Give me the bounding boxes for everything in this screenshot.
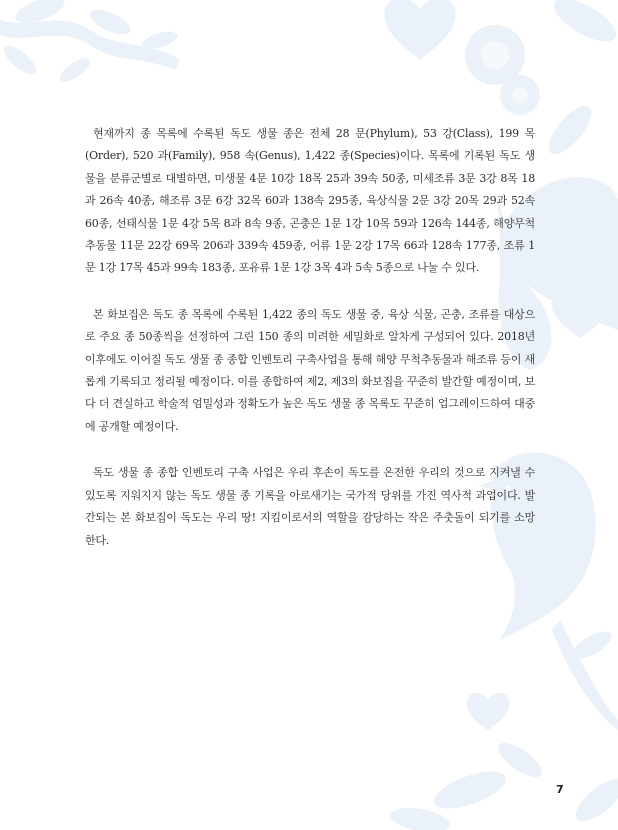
leaf-icon [0,41,40,79]
page-body [85,123,535,576]
leaf-icon [56,54,94,86]
page-number: 7 [556,783,564,796]
paragraph-species-summary: 현재까지 종 목록에 수록된 독도 생물 종은 전체 28 문(Phylum), 53 강(Class), 199 목(Order), 520 과(Family), 958 속(Genus), 1,422 종(Species)이다. 목록에 기록된 독도 생물을 분류군별로 대별하면, 미생물 4문 10강 18목 25과 39속 50종, 미세조류 3문 3강 8목 18과 26속 40종, 해조류 3문 6강 32목 60과 138속 295종, 육상식물 2문 3강 20목 29과 52속 60종, 선태식물 1문 4강 5목 8과 8속 9종, 곤충은 1문 1강 10목 59과 126속 144종, 해양무척추동물 11문 22강 69목 206과 339속 459종, 어류 1문 2강 17목 66과 128속 177종, 조류 1문 1강 17목 45과 99속 183종, 포유류 1문 1강 3목 4과 5속 5종으로 나눌 수 있다. [85,127,535,275]
heart-icon [467,693,510,730]
paragraph-picture-book: 본 화보집은 독도 종 목록에 수록된 1,422 종의 독도 생물 중, 육상 식물, 곤충, 조류를 대상으로 주요 종 50종씩을 선정하여 그린 150 종의 미려한 세밀화로 알차게 구성되어 있다. 2018년 이후에도 이어질 독도 생물 종 종합 인벤토리 구축사업을 통해 해양 무척추동물과 해조류 등이 새롭게 기록되고 정리될 예정이다. 이를 종합하여 제2, 제3의 화보집을 꾸준히 발간할 예정이며, 보다 더 견실하고 학술적 엄밀성과 정확도가 높은 독도 생물 종 목록도 꾸준히 업그레이드하여 대중에 공개할 예정이다. [85,307,535,433]
leaf-icon [548,0,618,50]
paragraph-inventory-project: 독도 생물 종 종합 인벤토리 구축 사업은 우리 후손이 독도를 온전한 우리의 것으로 지켜낼 수 있도록 지워지지 않는 독도 생물 종 기록을 아로새기는 국가적 당위를 가진 역사적 과업이다. 발간되는 본 화보집이 독도는 우리 땅! 지킴이로서의 역할을 감당하는 작은 주춧돌이 되기를 소망한다. [85,466,535,547]
leaf-icon [569,772,618,829]
heart-icon [384,0,455,60]
leaf-icon [430,764,511,816]
leaf-icon [542,99,599,160]
